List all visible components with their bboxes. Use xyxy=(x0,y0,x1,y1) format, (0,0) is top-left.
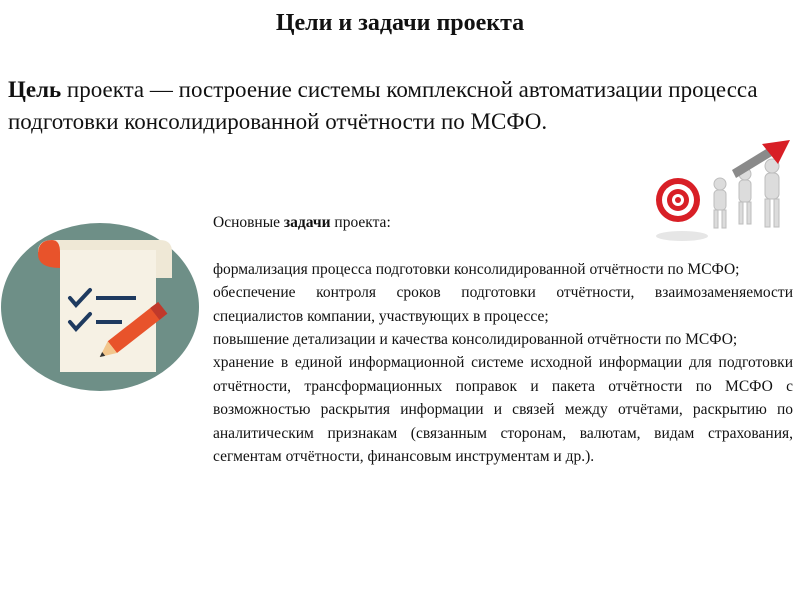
goal-label: Цель xyxy=(8,77,62,102)
goal-text: проекта — построение системы комплексной автоматизации процесса подготовки консолидированной отчётности по МСФО. xyxy=(8,77,758,134)
task-item: повышение детализации и качества консолидированной отчётности по МСФО; xyxy=(213,331,738,349)
tasks-heading: Основные задачи проекта: xyxy=(213,214,391,231)
line-2 xyxy=(96,320,122,324)
tasks-block xyxy=(213,211,793,468)
page-title: Цели и задачи проекта xyxy=(275,10,525,36)
task-item: обеспечение контроля сроков подготовки отчётности, взаимозаменяемости специалистов компании, участвующих в процессе; xyxy=(213,284,793,325)
line-1 xyxy=(96,296,136,300)
task-item: хранение в единой информационной системе исходной информации для подготовки отчётности, трансформационных поправок и пакета отчётности по МСФО с возможностью раскрытия информации и связей между отчётами, раскрытию по аналитическим признакам (связанным сторонам, валютам, видам страхования, сегментам отчётности, финансовым инструментам и др.). xyxy=(213,354,793,466)
project-goal xyxy=(8,74,788,138)
checklist-illustration xyxy=(0,222,200,392)
task-item: формализация процесса подготовки консолидированной отчётности по МСФО; xyxy=(213,260,740,278)
